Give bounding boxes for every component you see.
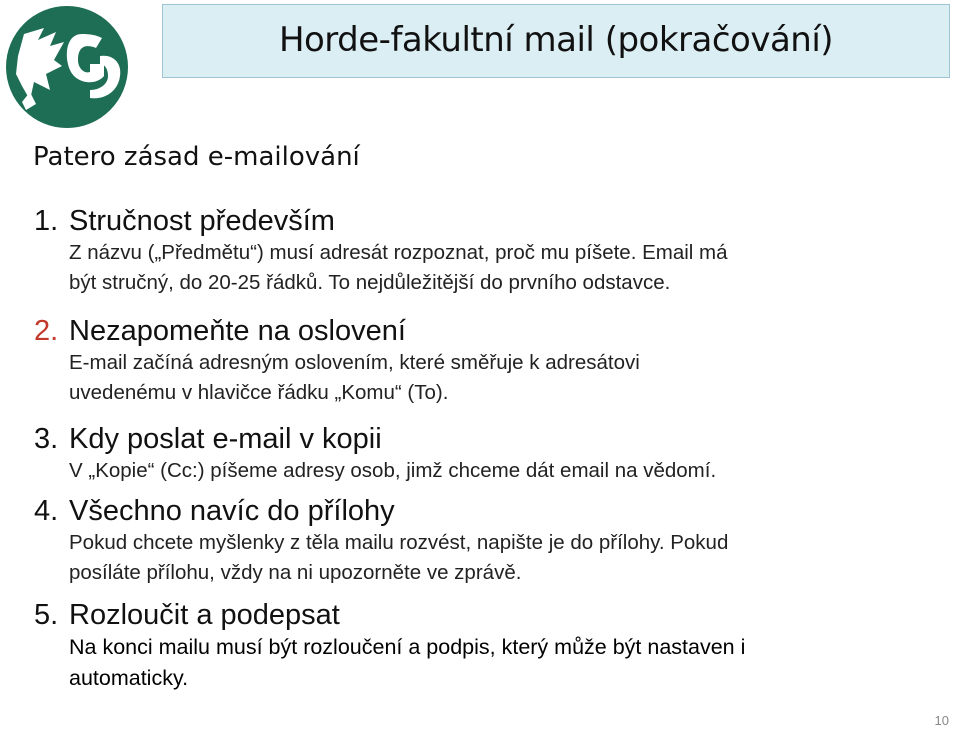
item-body <box>69 528 934 588</box>
list-item <box>34 204 934 298</box>
item-heading <box>34 422 934 456</box>
list-item <box>34 598 934 694</box>
body-line: V „Kopie“ (Cc:) píšeme adresy osob, jimž chceme dát email na vědomí. <box>69 459 717 482</box>
body-line: být stručný, do 20-25 řádků. To nejdůležitější do prvního odstavce. <box>69 271 671 294</box>
subtitle: Patero zásad e-mailování <box>33 142 360 172</box>
list-item <box>34 314 934 408</box>
item-number: 2. <box>34 315 59 347</box>
body-line: Z názvu („Předmětu“) musí adresát rozpoznat, proč mu píšete. Email má <box>69 241 728 264</box>
page-number: 10 <box>934 713 949 728</box>
item-number: 5. <box>34 599 59 631</box>
list-item <box>34 422 934 486</box>
item-body <box>69 632 934 694</box>
item-body <box>69 348 934 408</box>
item-body <box>69 238 934 298</box>
item-heading <box>34 204 934 238</box>
title-box <box>162 4 950 78</box>
item-heading-text: Stručnost především <box>69 205 335 237</box>
faculty-logo <box>4 4 132 130</box>
body-line: posíláte přílohu, vždy na ni upozorněte ve zprávě. <box>69 561 522 584</box>
body-line: uvedenému v hlavičce řádku „Komu“ (To). <box>69 381 449 404</box>
item-heading <box>34 494 934 528</box>
page-title: Horde-fakultní mail (pokračování) <box>278 20 834 60</box>
item-number: 1. <box>34 205 59 237</box>
item-number: 4. <box>34 495 59 527</box>
list-item <box>34 494 934 588</box>
item-heading-text: Všechno navíc do přílohy <box>69 495 395 527</box>
item-heading <box>34 314 934 348</box>
item-heading-text: Rozloučit a podepsat <box>69 599 340 631</box>
item-body <box>69 456 934 486</box>
body-line: E-mail začíná adresným oslovením, které směřuje k adresátovi <box>69 351 640 374</box>
item-heading-text: Nezapomeňte na oslovení <box>69 315 406 347</box>
item-heading <box>34 598 934 632</box>
item-heading-text: Kdy poslat e-mail v kopii <box>69 423 382 455</box>
item-number: 3. <box>34 423 59 455</box>
body-line: Na konci mailu musí být rozloučení a podpis, který může být nastaven i <box>69 635 746 659</box>
body-line: automaticky. <box>69 666 189 690</box>
body-line: Pokud chcete myšlenky z těla mailu rozvést, napište je do přílohy. Pokud <box>69 531 729 554</box>
